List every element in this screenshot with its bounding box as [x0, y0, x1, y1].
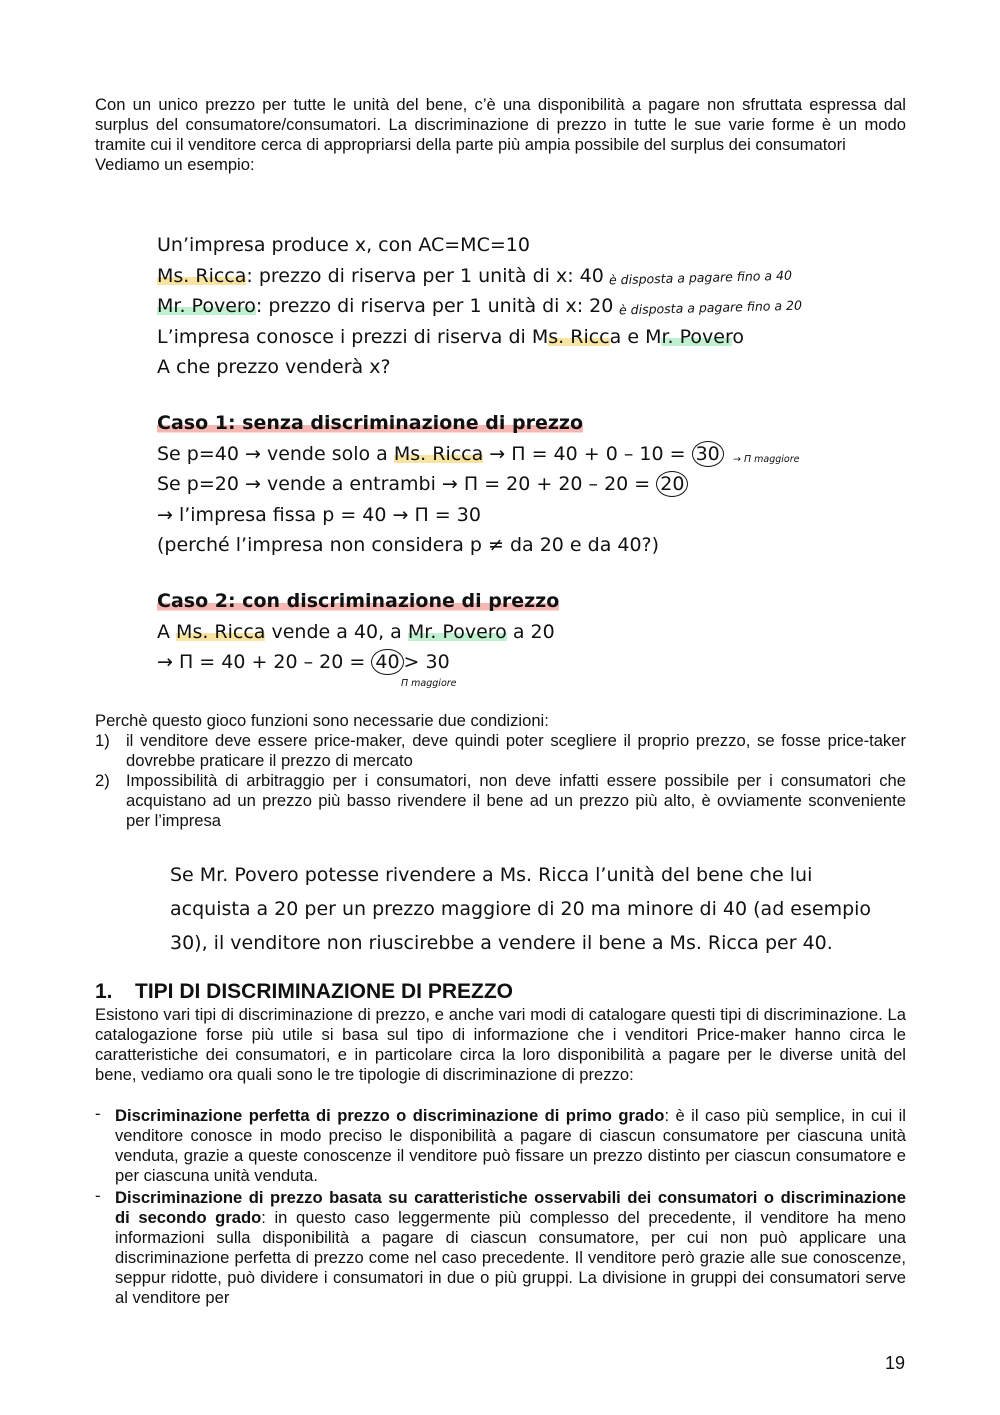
- case1-l2-a: Se p=20 → vende a entrambi → Π = 20 + 20 – 20 =: [157, 473, 657, 495]
- bullet-dash: -: [95, 1104, 101, 1123]
- example-line-povero: [157, 291, 803, 322]
- example-line-1-text: Un’impresa produce x, con AC=MC=10: [157, 234, 530, 256]
- ricca-reserve-text: : prezzo di riserva per 1 unità di x: 40: [246, 264, 604, 287]
- example-line-1: [157, 230, 744, 261]
- line4-ricca-m: M: [531, 325, 549, 348]
- page-number: 19: [884, 1353, 905, 1373]
- section-title: TIPI DI DISCRIMINAZIONE DI PREZZO: [135, 980, 514, 1003]
- case1-l1-b: → Π = 40 + 0 – 10 =: [483, 442, 692, 465]
- case1-title: Caso 1: senza discriminazione di prezzo: [157, 412, 584, 434]
- case1-l2-circled-result: 20: [656, 471, 688, 497]
- conditions-list: [95, 731, 906, 831]
- example-line-5-text: A che prezzo venderà x?: [157, 356, 391, 378]
- example-block: [157, 230, 803, 383]
- case1-l1-circled-result: 30: [692, 441, 724, 467]
- case2-line-1: [157, 617, 559, 648]
- line4-povero-highlight: r. Pover: [661, 325, 733, 348]
- case2-l1-povero: Mr. Povero: [407, 620, 507, 643]
- section-paragraph: Esistono vari tipi di discriminazione di prezzo, e anche vari modi di catalogare questi tipi di discriminazione. La catalogazione forse più utile si basa sul tipo di informazione che i venditori Price-maker hanno circa le caratteristiche dei consumatori, e in particolare circa la loro disponibilità a pagare per le diverse unità del bene, vediamo ora quali sono le tre tipologie di discriminazione di prezzo:: [95, 1005, 906, 1084]
- handwritten-note-case1: → Π maggiore: [733, 453, 800, 465]
- case2-title: Caso 2: con discriminazione di prezzo: [157, 590, 560, 612]
- line4-povero-m: M: [645, 325, 662, 348]
- case2-title-line: [157, 586, 559, 617]
- arbitrage-example-quote: Se Mr. Povero potesse rivendere a Ms. Ricca l’unità del bene che lui acquista a 20 per un prezzo maggiore di 20 ma minore di 40 (ad esempio 30), il venditore non riuscirebbe a vendere il bene a Ms. Ricca per 40.: [170, 864, 872, 954]
- condition-text: Impossibilità di arbitraggio per i consumatori, non deve infatti essere possibile per i consumatori che acquistano ad un prezzo più basso rivendere il bene ad un prezzo più alto, è ovviamente sconveniente per l’impresa: [126, 771, 906, 830]
- case2-line-2: [157, 647, 559, 689]
- discrimination-types-list: [95, 1106, 906, 1310]
- intro-lead: Vediamo un esempio:: [95, 155, 255, 174]
- list-item-text: : è il caso più semplice, in cui il venditore conosce in modo preciso le disponibilità a pagare di ciascun consumatore per ciascuna unità venduta, grazie a queste conoscenze il venditore può fissare un prezzo distinto per ciascun consumatore e per ciascuna unità venduta.: [115, 1106, 906, 1185]
- condition-number: 1): [95, 731, 110, 750]
- case1-line-2: [157, 469, 724, 500]
- condition-item: [95, 771, 906, 831]
- handwritten-note-povero: è disposta a pagare fino a 20: [618, 297, 803, 318]
- section-heading: [95, 979, 513, 1005]
- condition-text: il venditore deve essere price-maker, deve quindi poter scegliere il proprio prezzo, se fosse price-taker dovrebbe praticare il prezzo di mercato: [126, 731, 906, 770]
- case2-l1-b: vende a 40, a: [265, 620, 408, 643]
- list-item-text: : in questo caso leggermente più complesso del precedente, il venditore ha meno informazioni sulla disponibilità a pagare di ciascun consumatore, per cui non può applicare una discriminazione perfetta di prezzo come nel caso precedente. Il venditore però grazie alle sue conoscenze, seppur ridotte, può dividere i consumatori in due o più gruppi. La divisione in gruppi dei consumatori serve al venditore per: [115, 1208, 906, 1307]
- case2-l2-b: > 30: [403, 651, 450, 673]
- example-line-4: [157, 322, 744, 353]
- intro-paragraph: Con un unico prezzo per tutte le unità del bene, c’è una disponibilità a pagare non sfruttata espressa dal surplus del consumatore/consumatori. La discriminazione di prezzo in tutte le sue varie forme è un modo tramite cui il venditore cerca di appropriarsi della parte più ampia possibile del surplus dei consumatori: [95, 95, 906, 154]
- list-item-bold: Discriminazione perfetta di prezzo o discriminazione di primo grado: [115, 1106, 665, 1125]
- case1-l1-name: Ms. Ricca: [393, 442, 484, 465]
- case1-l1-a: Se p=40 → vende solo a: [157, 442, 394, 465]
- case1-line-4: [157, 530, 724, 561]
- case2-block: [157, 586, 560, 689]
- case2-l1-c: a 20: [506, 620, 555, 643]
- case2-l1-a: A: [157, 620, 177, 643]
- handwritten-note-ricca: è disposta a pagare fino a 40: [608, 267, 793, 287]
- condition-number: 2): [95, 771, 110, 790]
- example-line-ricca: [157, 261, 793, 292]
- case2-l2-a: → Π = 40 + 20 – 20 =: [157, 651, 372, 673]
- line4-ricca-end: a: [609, 325, 622, 348]
- case1-l3-text: → l’impresa fissa p = 40 → Π = 30: [157, 503, 481, 526]
- list-item-bold: Discriminazione di prezzo basata su caratteristiche osservabili dei consumatori o discriminazione di secondo grado: [115, 1188, 906, 1227]
- example-line-5: [157, 352, 744, 383]
- section-number: 1.: [95, 980, 113, 1003]
- name-ms-ricca: Ms. Ricca: [157, 264, 247, 287]
- case1-l4-text: (perché l’impresa non considera p ≠ da 20 e da 40?): [157, 534, 660, 556]
- case2-l2-circled-result: 40: [371, 649, 403, 675]
- condition-item: [95, 731, 906, 771]
- conditions-intro: Perchè questo gioco funzioni sono necessarie due condizioni:: [95, 711, 549, 730]
- case1-block: [157, 408, 800, 561]
- bullet-dash: -: [95, 1186, 101, 1205]
- case1-title-line: [157, 408, 724, 439]
- list-item: [95, 1188, 906, 1308]
- case1-line-3: [157, 500, 724, 531]
- line4-ricca-highlight: s. Ricc: [548, 325, 610, 348]
- povero-reserve-text: : prezzo di riserva per 1 unità di x: 20: [255, 295, 614, 317]
- intro-block: [95, 95, 906, 175]
- case2-l1-ricca: Ms. Ricca: [176, 620, 266, 643]
- list-item: [95, 1106, 906, 1186]
- line4-povero-end: o: [732, 325, 744, 348]
- case1-line-1: [157, 439, 800, 470]
- handwritten-note-case2: Π maggiore: [401, 678, 457, 689]
- line4-text-a: L’impresa conosce i prezzi di riserva di: [157, 325, 532, 348]
- line4-mid: e: [621, 325, 646, 348]
- name-mr-povero: Mr. Povero: [157, 295, 256, 317]
